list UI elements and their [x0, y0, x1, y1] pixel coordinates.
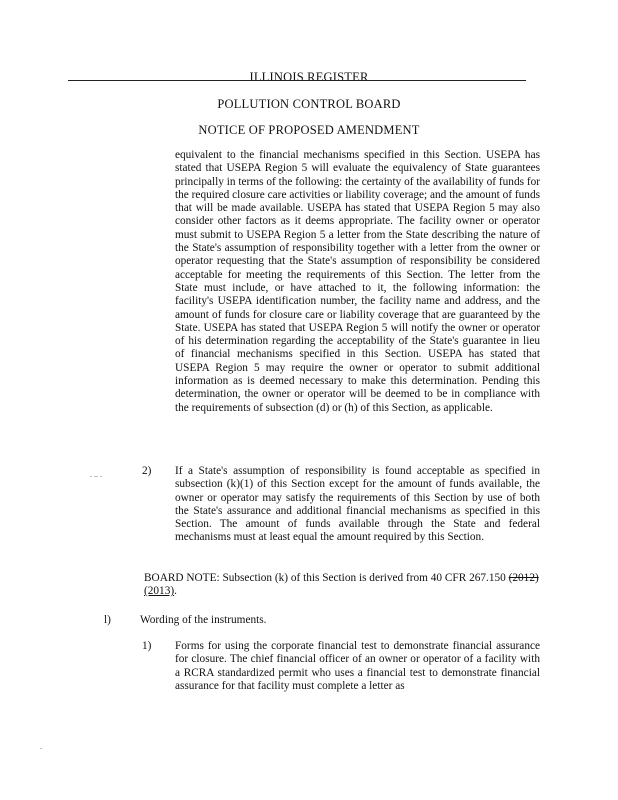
section-l-heading: Wording of the instruments. — [140, 614, 267, 626]
header-rule — [68, 80, 526, 81]
notice-title: NOTICE OF PROPOSED AMENDMENT — [198, 123, 420, 137]
item-2-marker: 2) — [142, 465, 152, 477]
board-note-struck-year: (2012) — [508, 572, 539, 584]
board-note-added-year: (2013) — [144, 585, 175, 598]
scan-speck: . — [40, 742, 42, 751]
board-note — [144, 572, 544, 599]
board-note-text: BOARD NOTE: Subsection (k) of this Section is derived from 40 CFR 267.150 — [144, 572, 506, 584]
paragraph-state-equivalency: equivalent to the financial mechanisms specified in this Section. USEPA has stated that USEPA Region 5 will evaluate the equivalency of State guarantees principally in terms of the following: the certainty of the availability of funds for the required closure care activities or liability coverage; and the amount of funds that will be made available. USEPA has stated that USEPA Region 5 may also consider other factors as it deems appropriate. The facility owner or operator must submit to USEPA Region 5 a letter from the State describing the nature of the State's assumption of responsibility together with a letter from the owner or operator requesting that the State's assumption of responsibility be considered acceptable for meeting the requirements of this Section. The letter from the State must include, or have attached to it, the following information: the facility's USEPA identification number, the facility name and address, and the amount of funds for closure care or liability coverage that are guaranteed by the State. USEPA has stated that USEPA Region 5 will notify the owner or operator of his determination regarding the acceptability of the State's guarantee in lieu of financial mechanisms specified in this Section. USEPA has stated that USEPA Region 5 may require the owner or operator to submit additional information as is deemed necessary to make this determination. Pending this determination, the owner or operator will be deemed to be in compliance with the requirements of subsection (d) or (h) of this Section, as applicable. — [175, 149, 540, 414]
paragraph-item-2: If a State's assumption of responsibility is found acceptable as specified in subsection (k)(1) of this Section except for the amount of funds available, the owner or operator may satisfy the requirements of this Section by use of both the State's assurance and additional financial mechanisms as specified in this Section. The amount of funds available through the State and federal mechanisms must at least equal the amount required by this Section. — [175, 465, 540, 544]
item-1-marker: 1) — [142, 640, 152, 652]
paragraph-item-1: Forms for using the corporate financial test to demonstrate financial assurance for closure. The chief financial officer of an owner or operator of a facility with a RCRA standardized permit who uses a financial test to demonstrate financial assurance for that facility must complete a letter as — [175, 640, 540, 692]
scan-speck: . .. . — [90, 470, 102, 479]
board-title: POLLUTION CONTROL BOARD — [217, 97, 401, 111]
section-l-marker: l) — [104, 614, 111, 626]
register-title: ILLINOIS REGISTER — [249, 70, 369, 84]
board-note-period: . — [174, 585, 177, 598]
